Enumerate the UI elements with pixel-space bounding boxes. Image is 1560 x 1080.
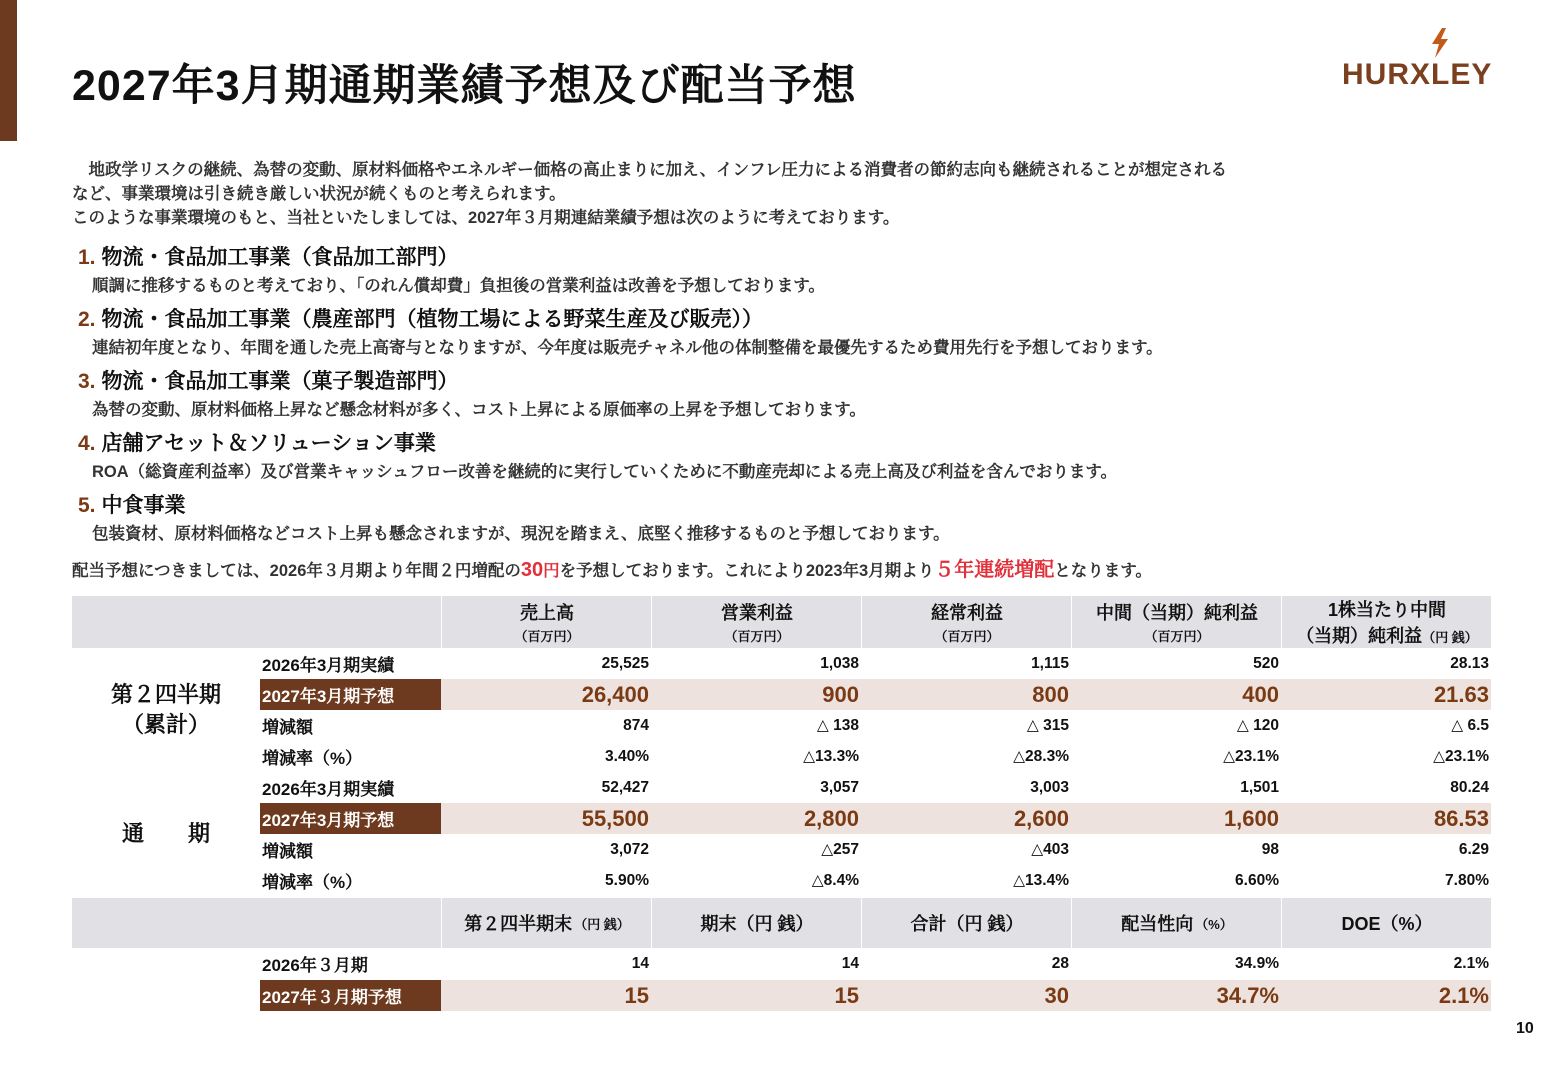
table-row bbox=[72, 834, 1491, 865]
table-row bbox=[72, 948, 1491, 979]
table-row bbox=[72, 865, 1491, 896]
cell: 98 bbox=[1261, 840, 1279, 858]
segment-body: 順調に推移するものと考えており、「のれん償却費」負担後の営業利益は改善を予想しております。 bbox=[92, 277, 825, 295]
row-label: 増減額 bbox=[262, 718, 313, 737]
cell: 2.1% bbox=[1438, 982, 1489, 1008]
cell: △ 120 bbox=[1236, 717, 1279, 734]
cell: △23.1% bbox=[1433, 748, 1489, 765]
segment-title: 物流・食品加工事業（菓子製造部門） bbox=[101, 370, 459, 393]
segment-body: 連結初年度となり、年間を通した売上高寄与となりますが、今年度は販売チャネル他の体制整備を最優先するため費用先行を予想しております。 bbox=[92, 339, 1163, 357]
header-eps bbox=[1281, 596, 1492, 648]
cell: 1,600 bbox=[1223, 805, 1279, 831]
segment-item bbox=[78, 428, 1498, 484]
header-unit: （円 銭） bbox=[574, 916, 630, 932]
logo-text: HURXLEY bbox=[1342, 58, 1493, 91]
cell: △8.4% bbox=[811, 872, 859, 889]
page-number: 10 bbox=[1516, 1020, 1534, 1037]
page-title: 2027年3月期通期業績予想及び配当予想 bbox=[72, 62, 857, 110]
segment-item bbox=[78, 490, 1498, 546]
lightning-bolt-icon bbox=[1430, 28, 1450, 58]
dividend-amount: 30 bbox=[520, 559, 544, 581]
segment-title: 物流・食品加工事業（食品加工部門） bbox=[101, 246, 459, 269]
row-label: 2027年３月期予想 bbox=[260, 980, 441, 1011]
segment-title: 中食事業 bbox=[101, 494, 186, 517]
header-main: 期末（円 銭） bbox=[700, 914, 814, 934]
cell: 6.60% bbox=[1235, 871, 1279, 889]
cell: 7.80% bbox=[1445, 871, 1489, 889]
segment-outlook-list bbox=[78, 242, 1498, 552]
header-doe bbox=[1281, 898, 1492, 948]
header-unit: （百万円） bbox=[934, 629, 1000, 644]
cell: △ 315 bbox=[1026, 717, 1069, 734]
cell: 21.63 bbox=[1433, 681, 1489, 707]
cell: 874 bbox=[623, 716, 649, 734]
cell: 14 bbox=[631, 954, 649, 972]
segment-title: 物流・食品加工事業（農産部門（植物工場による野菜生産及び販売）） bbox=[101, 308, 764, 331]
cell: 3,003 bbox=[1030, 778, 1069, 796]
header-ordinary-profit bbox=[861, 596, 1072, 648]
table-row bbox=[72, 741, 1491, 772]
cell: 30 bbox=[1044, 982, 1069, 1008]
segment-title: 店舗アセット＆ソリューション事業 bbox=[101, 432, 436, 455]
table-row bbox=[72, 772, 1491, 803]
table-row-forecast bbox=[72, 679, 1491, 710]
segment-number: 3. bbox=[78, 370, 96, 393]
cell: △13.4% bbox=[1013, 872, 1069, 889]
segment-body: 包装資材、原材料価格などコスト上昇も懸念されますが、現況を踏まえ、底堅く推移するものと予想しております。 bbox=[92, 525, 950, 543]
segment-body: 為替の変動、原材料価格上昇など懸念材料が多く、コスト上昇による原価率の上昇を予想しております。 bbox=[92, 401, 866, 419]
header-total bbox=[861, 898, 1072, 948]
table-row-forecast bbox=[72, 803, 1491, 834]
header-main: （当期）純利益 bbox=[1296, 626, 1423, 646]
cell: 400 bbox=[1242, 681, 1279, 707]
dividend-yen: 円 bbox=[543, 562, 560, 580]
cell: 28 bbox=[1051, 954, 1069, 972]
cell: 1,501 bbox=[1240, 778, 1279, 796]
header-main: 売上高 bbox=[520, 603, 574, 623]
segment-item bbox=[78, 242, 1498, 298]
cell: 14 bbox=[841, 954, 859, 972]
group-label-line: 第２四半期 bbox=[110, 682, 221, 707]
header-main: 営業利益 bbox=[721, 603, 793, 623]
header-main: 経常利益 bbox=[931, 603, 1003, 623]
cell: 52,427 bbox=[601, 778, 649, 796]
cell: 3,072 bbox=[610, 840, 649, 858]
cell: 1,038 bbox=[820, 654, 859, 672]
results-header bbox=[72, 596, 1491, 648]
segment-number: 4. bbox=[78, 432, 96, 455]
cell: △403 bbox=[1031, 841, 1069, 858]
row-label: 2027年3月期予想 bbox=[260, 679, 441, 710]
cell: 34.9% bbox=[1235, 954, 1279, 972]
cell: 55,500 bbox=[581, 805, 649, 831]
cell: 2,800 bbox=[803, 805, 859, 831]
intro-line: このような事業環境のもと、当社といたしましては、2027年３月期連結業績予想は次のように考えております。 bbox=[72, 209, 900, 227]
row-label: 2026年３月期 bbox=[262, 956, 368, 975]
row-label: 2026年3月期実績 bbox=[262, 656, 395, 675]
dividend-text: 配当予想につきましては、2026年３月期より年間２円増配の bbox=[72, 562, 521, 580]
cell: 15 bbox=[834, 982, 859, 1008]
table-row bbox=[72, 648, 1491, 679]
header-unit: （円 銭） bbox=[1422, 630, 1478, 645]
header-operating-profit bbox=[651, 596, 862, 648]
row-label: 2027年3月期予想 bbox=[260, 803, 441, 834]
header-main: 合計（円 銭） bbox=[910, 914, 1024, 934]
header-main: DOE（%） bbox=[1341, 914, 1433, 934]
header-payout-ratio bbox=[1071, 898, 1282, 948]
cell: 2,600 bbox=[1013, 805, 1069, 831]
row-label: 増減率（%） bbox=[262, 873, 363, 892]
cell: 15 bbox=[624, 982, 649, 1008]
group-label-line: （累計） bbox=[121, 712, 210, 737]
cell: 900 bbox=[822, 681, 859, 707]
header-net-sales bbox=[441, 596, 652, 648]
cell: 28.13 bbox=[1450, 654, 1489, 672]
row-label: 2026年3月期実績 bbox=[262, 780, 395, 799]
cell: △23.1% bbox=[1223, 748, 1279, 765]
cell: 3,057 bbox=[820, 778, 859, 796]
company-logo bbox=[1342, 28, 1492, 92]
row-label: 増減額 bbox=[262, 842, 313, 861]
header-main: 中間（当期）純利益 bbox=[1096, 603, 1258, 623]
dividend-text: となります。 bbox=[1054, 562, 1152, 580]
header-net-income bbox=[1071, 596, 1282, 648]
table-row-forecast bbox=[72, 980, 1491, 1011]
cell: 3.40% bbox=[605, 747, 649, 765]
row-label: 増減率（%） bbox=[262, 749, 363, 768]
segment-item bbox=[78, 304, 1498, 360]
segment-number: 2. bbox=[78, 308, 96, 331]
cell: 86.53 bbox=[1433, 805, 1489, 831]
segment-item bbox=[78, 366, 1498, 422]
cell: 80.24 bbox=[1450, 778, 1489, 796]
segment-number: 1. bbox=[78, 246, 96, 269]
cell: 6.29 bbox=[1458, 840, 1489, 858]
accent-bar bbox=[0, 0, 17, 141]
cell: △ 138 bbox=[816, 717, 859, 734]
intro-line: など、事業環境は引き続き厳しい状況が続くものと考えられます。 bbox=[72, 185, 566, 203]
header-main: 1株当たり中間 bbox=[1327, 600, 1446, 620]
cell: 800 bbox=[1032, 681, 1069, 707]
header-unit: （百万円） bbox=[514, 629, 580, 644]
header-main: 配当性向 bbox=[1121, 914, 1194, 934]
header-unit: （百万円） bbox=[724, 629, 790, 644]
table-row bbox=[72, 710, 1491, 741]
cell: 520 bbox=[1253, 654, 1279, 672]
dividend-header bbox=[72, 898, 1491, 948]
dividend-highlight: ５年連続増配 bbox=[934, 559, 1055, 581]
dividend-summary bbox=[72, 553, 1152, 582]
cell: 1,115 bbox=[1031, 654, 1069, 672]
dividend-text: を予想しております。これにより2023年3月期より bbox=[559, 562, 935, 580]
header-unit: （%） bbox=[1195, 916, 1233, 932]
cell: △28.3% bbox=[1013, 748, 1069, 765]
group-label-line: 通 期 bbox=[121, 821, 210, 846]
cell: 26,400 bbox=[581, 681, 649, 707]
cell: 2.1% bbox=[1453, 954, 1489, 972]
cell: 25,525 bbox=[601, 654, 649, 672]
header-q2-end bbox=[441, 898, 652, 948]
header-unit: （百万円） bbox=[1144, 629, 1210, 644]
intro-line: 地政学リスクの継続、為替の変動、原材料価格やエネルギー価格の高止まりに加え、インフレ圧力による消費者の節約志向も継続されることが想定される bbox=[72, 161, 1227, 179]
header-year-end bbox=[651, 898, 862, 948]
intro-text bbox=[72, 158, 1482, 230]
cell: 5.90% bbox=[605, 871, 649, 889]
cell: △13.3% bbox=[803, 748, 859, 765]
cell: 34.7% bbox=[1216, 982, 1279, 1008]
segment-number: 5. bbox=[78, 494, 96, 517]
header-main: 第２四半期末 bbox=[464, 914, 573, 934]
cell: △ 6.5 bbox=[1451, 717, 1489, 734]
segment-body: ROA（総資産利益率）及び営業キャッシュフロー改善を継続的に実行していくために不動産売却による売上高及び利益を含んでおります。 bbox=[92, 463, 1118, 481]
cell: △257 bbox=[821, 841, 859, 858]
